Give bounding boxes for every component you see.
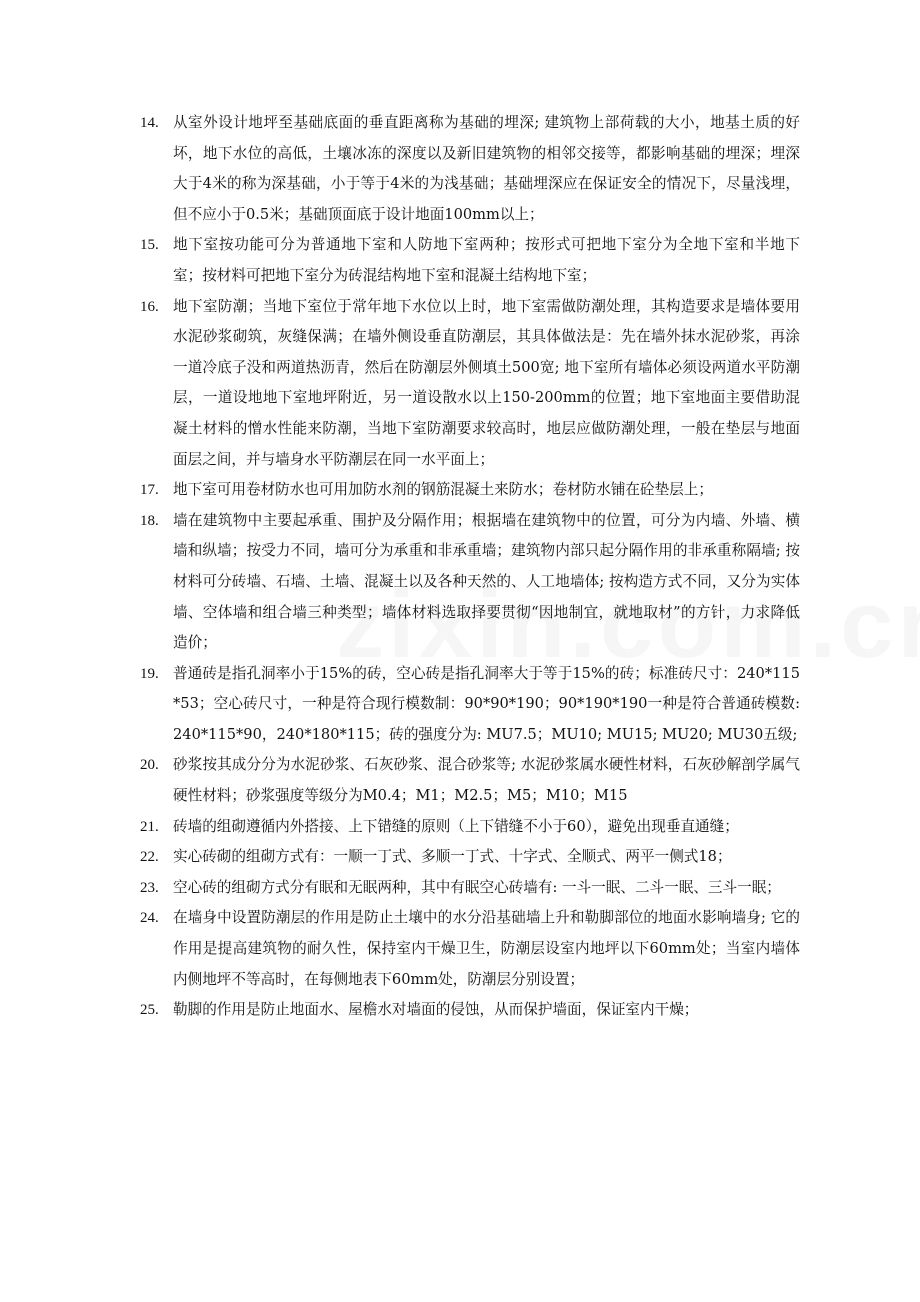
list-item xyxy=(140,842,800,873)
list-item xyxy=(140,292,800,476)
item-text: 空心砖的组砌方式分有眠和无眠两种，其中有眠空心砖墙有: 一斗一眠、二斗一眠、三斗一眠； xyxy=(173,878,781,896)
item-number: 16. xyxy=(140,298,159,315)
item-number: 25. xyxy=(140,1002,159,1019)
item-number: 19. xyxy=(140,665,159,682)
item-text: 勒脚的作用是防止地面水、屋檐水对墙面的侵蚀，从而保护墙面，保证室内干燥； xyxy=(173,1001,699,1019)
list-item xyxy=(140,475,800,506)
item-number: 24. xyxy=(140,910,159,927)
item-text: 在墙身中设置防潮层的作用是防止土壤中的水分沿基础墙上升和勒脚部位的地面水影响墙身; 它的作用是提高建筑物的耐久性，保持室内干燥卫生，防潮层设室内地坪以下60mm处；当室内墙体内侧地坪不等高时，在每侧地表下60mm处，防潮层分别设置； xyxy=(173,909,800,988)
item-number: 14. xyxy=(140,115,159,131)
list-item xyxy=(140,108,800,230)
list-item xyxy=(140,903,800,995)
list-item xyxy=(140,812,800,843)
list-item xyxy=(140,873,800,904)
item-number: 18. xyxy=(140,512,159,529)
numbered-list xyxy=(140,108,800,1026)
list-item xyxy=(140,750,800,811)
item-number: 21. xyxy=(140,818,159,835)
item-text: 地下室可用卷材防水也可用加防水剂的钢筋混凝土来防水；卷材防水铺在砼垫层上； xyxy=(173,481,713,499)
list-item xyxy=(140,230,800,291)
item-text: 地下室防潮；当地下室位于常年地下水位以上时，地下室需做防潮处理，其构造要求是墙体要用水泥砂浆砌筑，灰缝保满；在墙外侧设垂直防潮层，其具体做法是：先在墙外抹水泥砂浆，再涂一道冷底子没和两道热沥青，然后在防潮层外侧填土500宽; 地下室所有墙体必须设两道水平防潮层，一道设地地下室地坪附近，另一道设散水以上150-200mm的位置；地下室地面主要借助混凝土材料的憎水性能来防潮，当地下室防潮要求较高时，地层应做防潮处理，一般在垫层与地面面层之间，并与墙身水平防潮层在同一水平面上； xyxy=(173,297,800,468)
item-number: 17. xyxy=(140,482,159,499)
item-number: 22. xyxy=(140,849,159,866)
item-text: 实心砖砌的组砌方式有：一顺一丁式、多顺一丁式、十字式、全顺式、两平一侧式18； xyxy=(173,848,732,866)
list-item xyxy=(140,995,800,1026)
list-item xyxy=(140,659,800,751)
item-number: 23. xyxy=(140,879,159,896)
list-item xyxy=(140,506,800,659)
item-text: 砂浆按其成分分为水泥砂浆、石灰砂浆、混合砂浆等; 水泥砂浆属水硬性材料，石灰砂解剖学属气硬性材料；砂浆强度等级分为M0.4；M1；M2.5；M5；M10；M15 xyxy=(173,756,800,805)
item-text: 墙在建筑物中主要起承重、围护及分隔作用；根据墙在建筑物中的位置，可分为内墙、外墙、横墙和纵墙；按受力不同，墙可分为承重和非承重墙；建筑物内部只起分隔作用的非承重称隔墙; 按材料可分砖墙、石墙、土墙、混凝土以及各种天然的、人工地墙体; 按构造方式不同，又分为实体墙、空体墙和组合墙三种类型；墙体材料选取择要贯彻“因地制宜，就地取材”的方针，力求降低造价； xyxy=(173,511,800,652)
item-number: 20. xyxy=(140,757,159,774)
item-text: 地下室按功能可分为普通地下室和人防地下室两种；按形式可把地下室分为全地下室和半地下室；按材料可把地下室分为砖混结构地下室和混凝土结构地下室； xyxy=(173,236,800,284)
item-text: 从室外设计地坪至基础底面的垂直距离称为基础的埋深; 建筑物上部荷载的大小，地基土质的好坏，地下水位的高低，土壤冰冻的深度以及新旧建筑物的相邻交接等，都影响基础的埋深；埋深大于4米的称为深基础，小于等于4米的为浅基础；基础埋深应在保证安全的情况下，尽量浅埋，但不应小于0.5米；基础顶面底于设计地面100mm以上； xyxy=(173,114,800,223)
item-number: 15. xyxy=(140,237,159,254)
item-text: 普通砖是指孔洞率小于15%的砖，空心砖是指孔洞率大于等于15%的砖；标准砖尺寸：240*115*53；空心砖尺寸，一种是符合现行模数制：90*90*190；90*190*190一种是符合普通砖模数: 240*115*90，240*180*115；砖的强度分为: MU7.5；MU10; MU15; MU20; MU30五级; xyxy=(173,664,800,743)
item-text: 砖墙的组砌遵循内外搭接、上下错缝的原则（上下错缝不小于60），避免出现垂直通缝； xyxy=(173,817,739,835)
